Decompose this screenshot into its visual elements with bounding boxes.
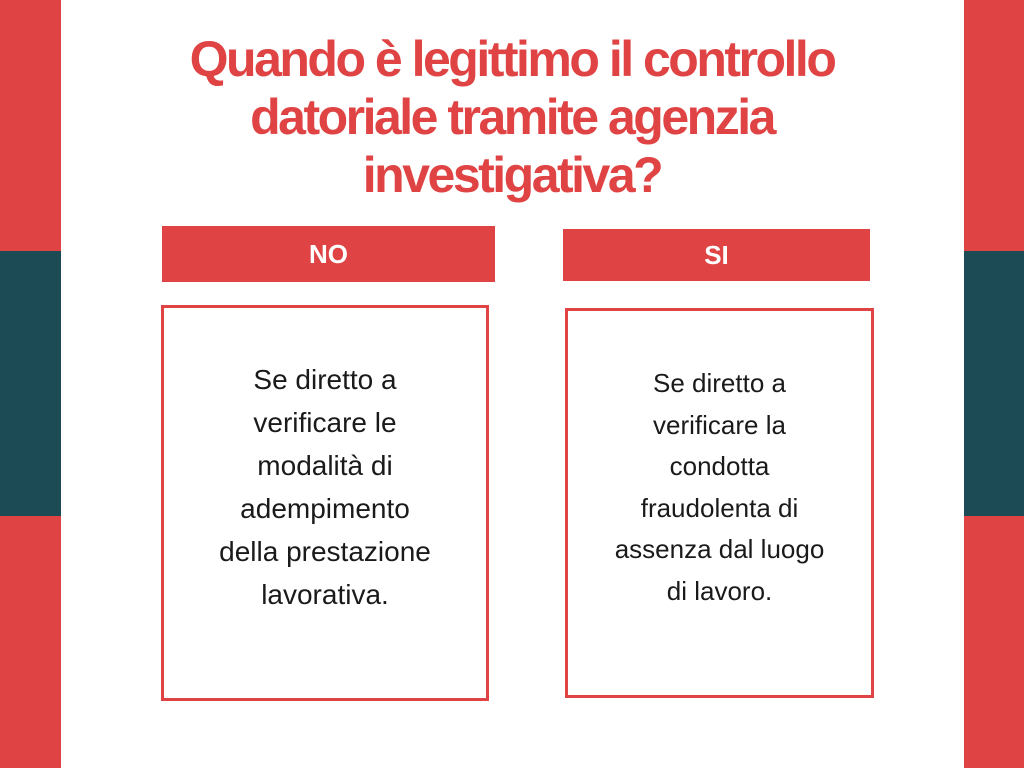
si-text-box [565,308,874,698]
stripe-red-top [0,0,61,251]
column-header-si: SI [563,229,870,281]
stripe-teal-middle [964,251,1024,516]
column-header-no: NO [162,226,495,282]
left-decorative-stripe [0,0,61,768]
stripe-teal-middle [0,251,61,516]
stripe-red-bottom [964,516,1024,768]
right-decorative-stripe [964,0,1024,768]
page-title: Quando è legittimo il controllo datoriale tramite agenzia investigativa? [189,31,835,203]
stripe-red-bottom [0,516,61,768]
no-text: Se diretto a verificare le modalità di adempimento della prestazione lavorativa. [219,364,431,610]
no-text-box [161,305,489,701]
si-text: Se diretto a verificare la condotta fraudolenta di assenza dal luogo di lavoro. [614,368,825,606]
stripe-red-top [964,0,1024,251]
